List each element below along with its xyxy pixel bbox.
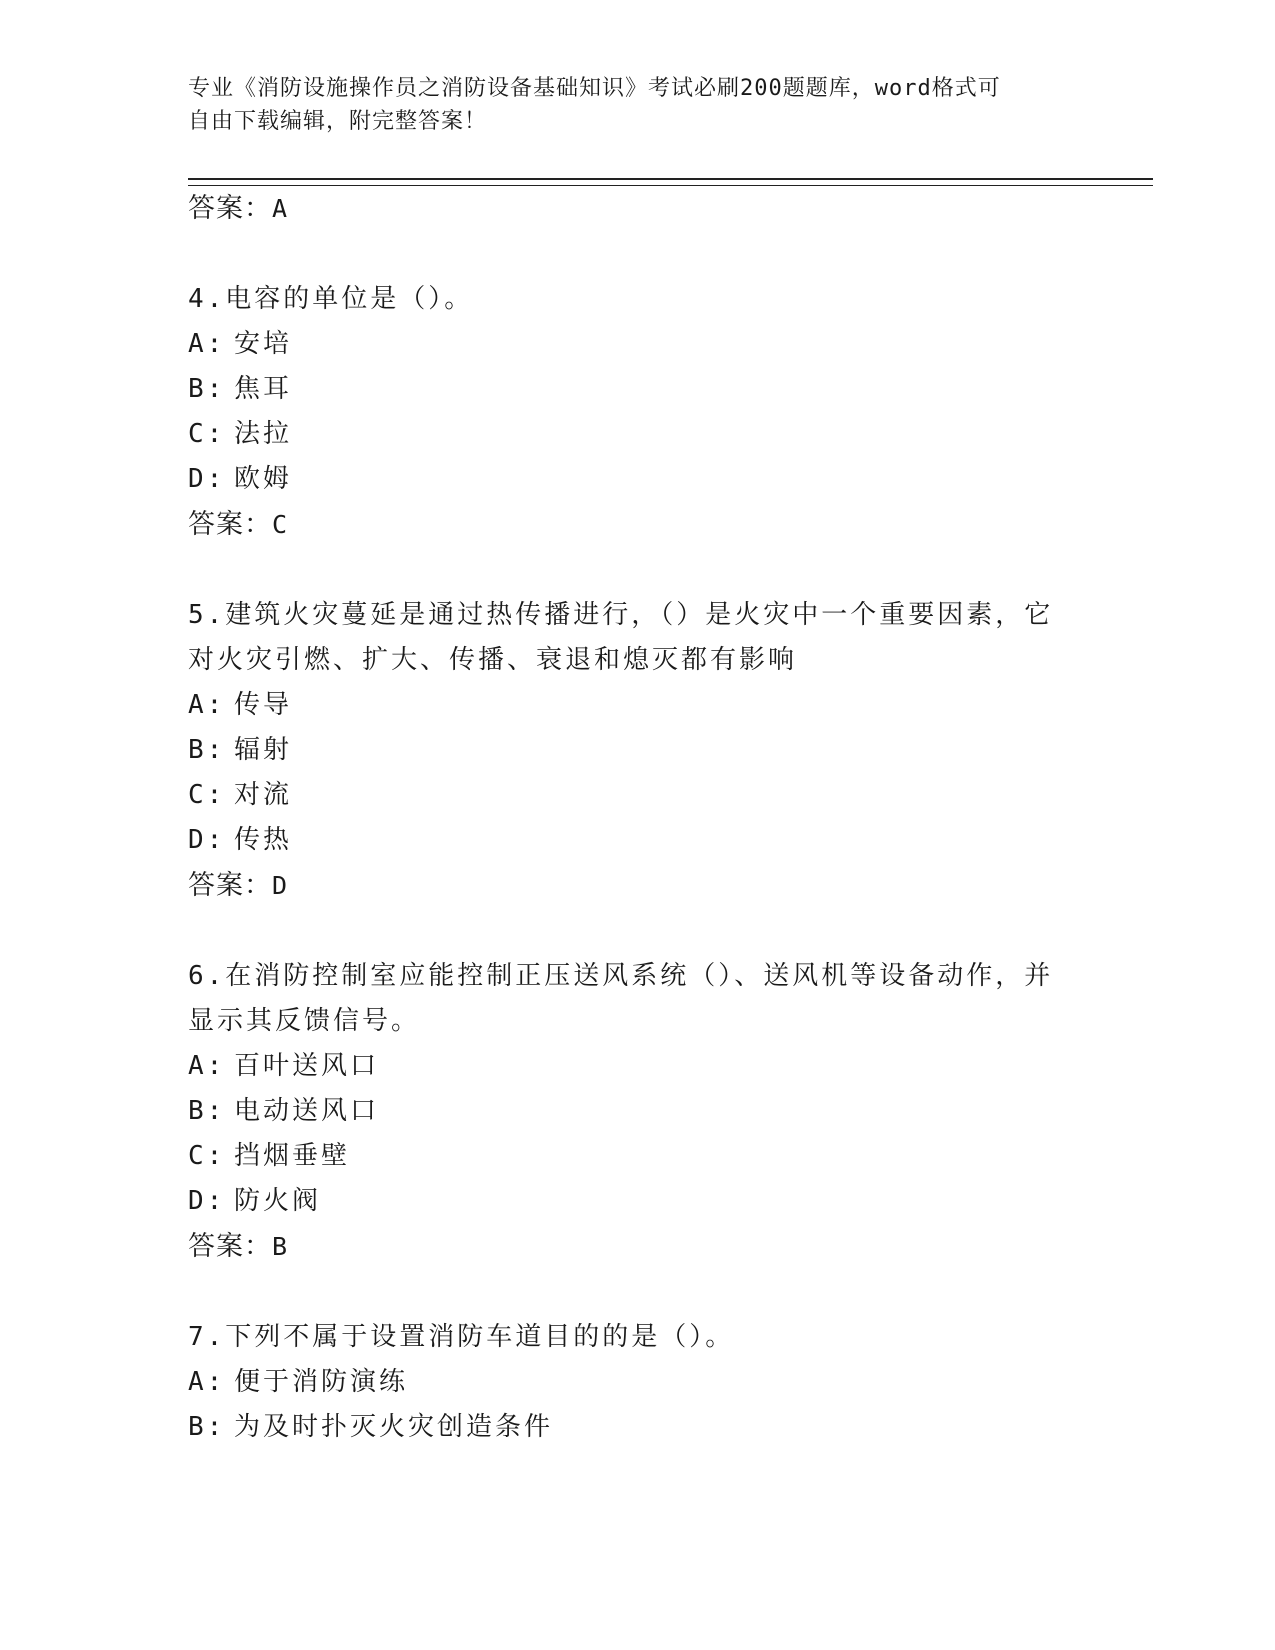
question-block xyxy=(188,954,1068,1270)
answer-value: B xyxy=(272,1232,289,1261)
question-block xyxy=(188,277,1068,548)
question-block xyxy=(188,593,1068,909)
question-list xyxy=(188,186,1068,1450)
option-b: B: 辐射 xyxy=(188,735,293,765)
answer-line: 答案：B xyxy=(188,1231,289,1262)
option-c: C: 挡烟垂壁 xyxy=(188,1141,351,1171)
answer-value: A xyxy=(272,194,289,223)
header-line-2: 自由下载编辑，附完整答案！ xyxy=(188,109,488,134)
option-b: B: 焦耳 xyxy=(188,374,293,404)
option-a: A: 便于消防演练 xyxy=(188,1367,409,1397)
option-a: A: 传导 xyxy=(188,690,293,720)
header-line-1: 专业《消防设施操作员之消防设备基础知识》考试必刷200题题库，word格式可 xyxy=(188,76,1001,101)
option-b: B: 为及时扑灭火灾创造条件 xyxy=(188,1412,554,1442)
option-d: D: 防火阀 xyxy=(188,1186,322,1216)
option-c: C: 对流 xyxy=(188,780,293,810)
option-d: D: 欧姆 xyxy=(188,464,293,494)
document-header xyxy=(188,72,1068,138)
option-a: A: 安培 xyxy=(188,329,293,359)
question-block xyxy=(188,1315,1068,1450)
question-text: 7.下列不属于设置消防车道目的的是（）。 xyxy=(188,1322,735,1352)
answer-line: 答案：C xyxy=(188,509,289,540)
option-d: D: 传热 xyxy=(188,825,293,855)
question-text: 5.建筑火灾蔓延是通过热传播进行，（）是火灾中一个重要因素，它 对火灾引燃、扩大、传播、衰退和熄灭都有影响 xyxy=(188,600,1054,675)
answer-value: C xyxy=(272,510,289,539)
answer-line: 答案：D xyxy=(188,870,289,901)
option-c: C: 法拉 xyxy=(188,419,293,449)
option-a: A: 百叶送风口 xyxy=(188,1051,380,1081)
answer-label: 答案： xyxy=(188,193,272,224)
option-b: B: 电动送风口 xyxy=(188,1096,380,1126)
question-text: 4.电容的单位是（）。 xyxy=(188,284,474,314)
header-divider xyxy=(188,178,1153,186)
answer-value: D xyxy=(272,871,289,900)
answer-line xyxy=(188,186,1068,232)
question-text: 6.在消防控制室应能控制正压送风系统（）、送风机等设备动作，并 显示其反馈信号。 xyxy=(188,961,1054,1036)
